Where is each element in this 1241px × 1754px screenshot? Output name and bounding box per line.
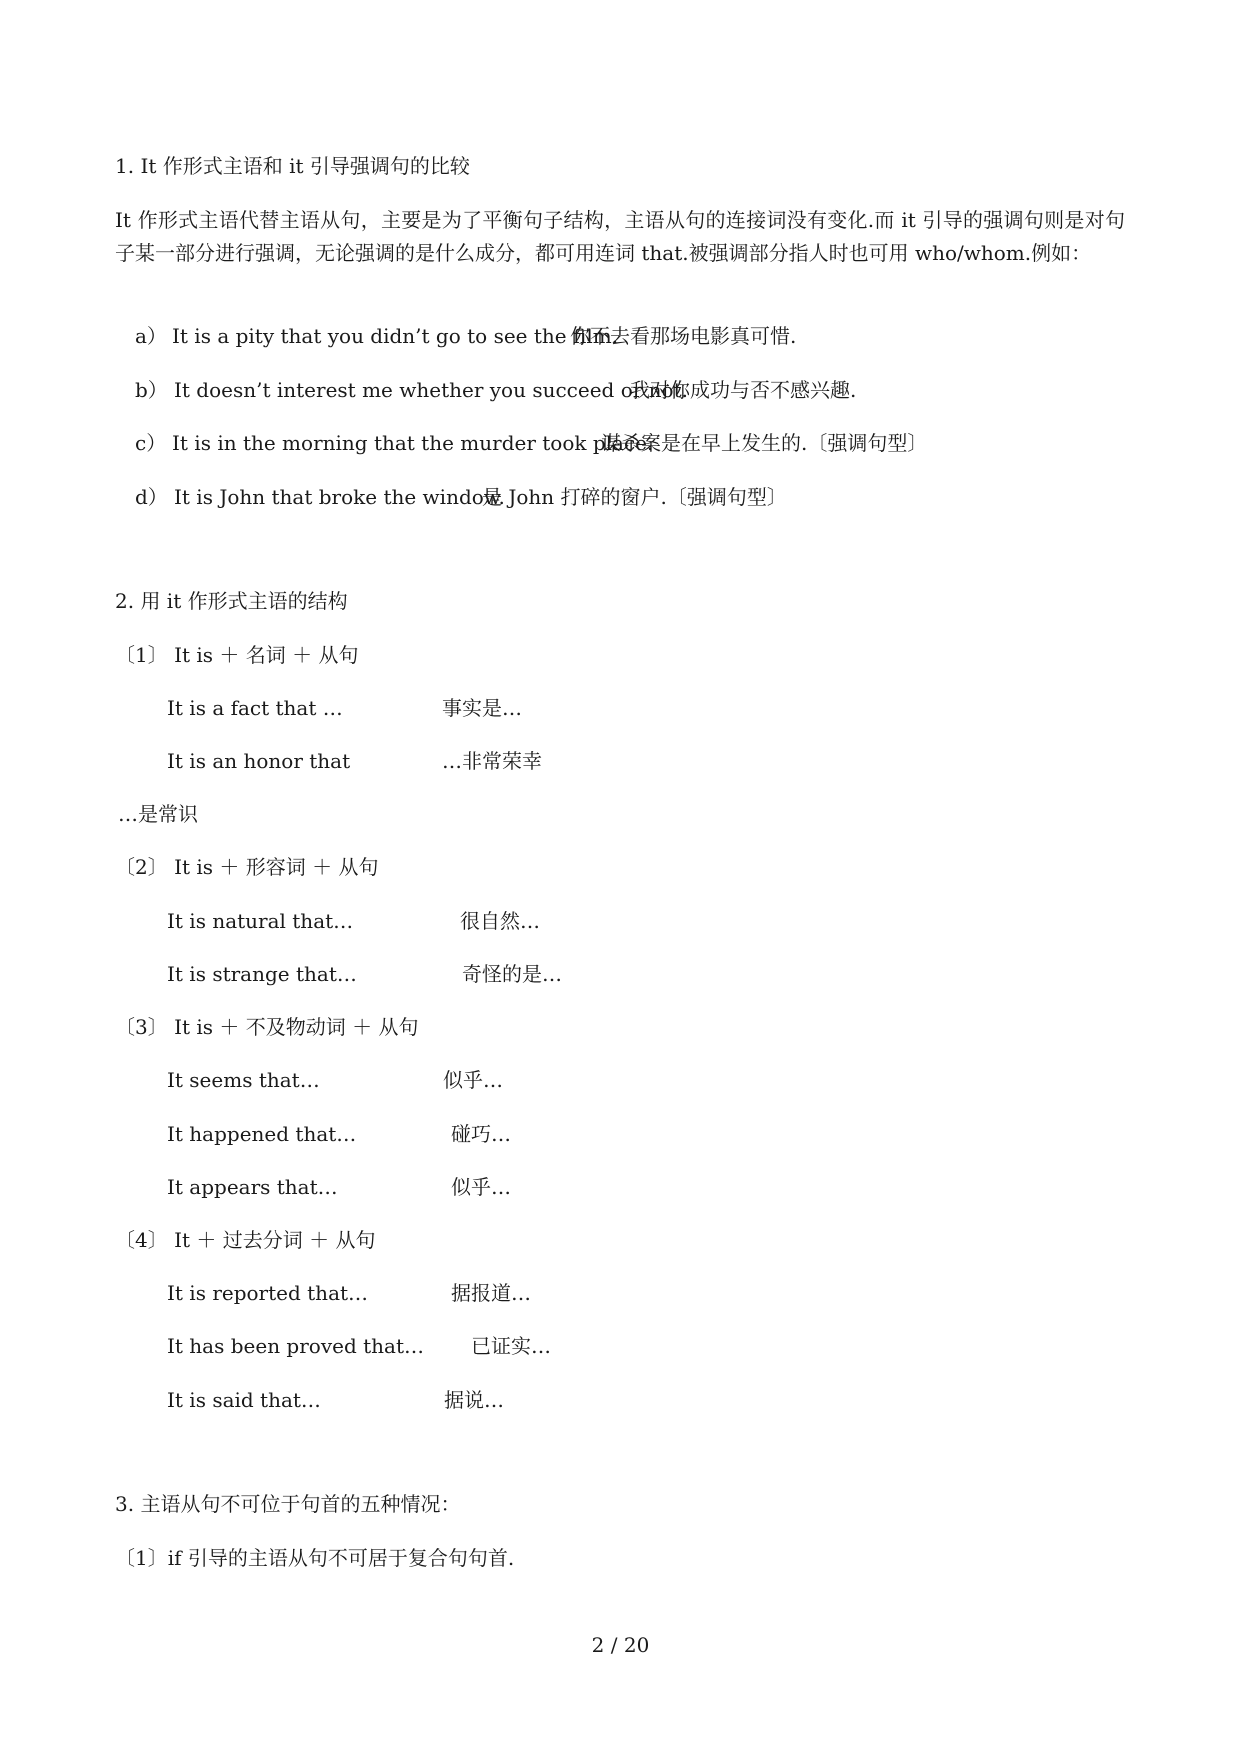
section-1-heading: 1. It 作形式主语和 it 引导强调句的比较 bbox=[115, 154, 470, 178]
example-d-chinese: 是 John 打碎的窗户.〔强调句型〕 bbox=[482, 485, 787, 509]
example-d-label: d） bbox=[135, 485, 168, 509]
group-2-row-1-english: It is natural that… bbox=[167, 909, 354, 933]
group-3-row-3-chinese: 似乎… bbox=[451, 1175, 511, 1199]
group-2-title: 〔2〕 It is ＋ 形容词 ＋ 从句 bbox=[115, 855, 379, 879]
group-1-title: 〔1〕 It is ＋ 名词 ＋ 从句 bbox=[115, 643, 359, 667]
group-2-row-1-chinese: 很自然… bbox=[460, 909, 540, 933]
section-3-item-1: 〔1〕if 引导的主语从句不可居于复合句句首. bbox=[115, 1546, 515, 1570]
group-1-row-1-chinese: 事实是… bbox=[442, 696, 522, 720]
group-3-row-2-chinese: 碰巧… bbox=[451, 1122, 511, 1146]
group-4-row-2-english: It has been proved that… bbox=[167, 1334, 425, 1358]
example-c-label: c） bbox=[135, 431, 167, 455]
group-1-row-2-english: It is an honor that bbox=[167, 749, 351, 773]
group-3-row-3-english: It appears that… bbox=[167, 1175, 338, 1199]
example-d-english: It is John that broke the window. bbox=[174, 485, 505, 509]
section-2-heading: 2. 用 it 作形式主语的结构 bbox=[115, 589, 348, 613]
example-a-label: a） bbox=[135, 324, 167, 348]
group-4-row-2-chinese: 已证实… bbox=[471, 1334, 551, 1358]
section-3-heading: 3. 主语从句不可位于句首的五种情况： bbox=[115, 1492, 461, 1516]
example-b-english: It doesn’t interest me whether you succeed or not. bbox=[174, 378, 688, 402]
group-4-row-3-chinese: 据说… bbox=[444, 1388, 504, 1412]
example-b-label: b） bbox=[135, 378, 168, 402]
group-1-row-1-english: It is a fact that … bbox=[167, 696, 343, 720]
group-1-extra: …是常识 bbox=[118, 802, 198, 826]
group-4-row-3-english: It is said that… bbox=[167, 1388, 321, 1412]
group-3-title: 〔3〕 It is ＋ 不及物动词 ＋ 从句 bbox=[115, 1015, 419, 1039]
group-3-row-1-english: It seems that… bbox=[167, 1068, 320, 1092]
example-a-english: It is a pity that you didn’t go to see the film. bbox=[172, 324, 619, 348]
group-1-row-2-chinese: …非常荣幸 bbox=[442, 749, 542, 773]
group-2-row-2-chinese: 奇怪的是… bbox=[462, 962, 562, 986]
group-4-row-1-english: It is reported that… bbox=[167, 1281, 369, 1305]
page-number: 2 / 20 bbox=[591, 1633, 650, 1657]
group-3-row-1-chinese: 似乎… bbox=[443, 1068, 503, 1092]
example-b-chinese: 我对你成功与否不感兴趣. bbox=[630, 378, 857, 402]
example-c-chinese: 谋杀案是在早上发生的.〔强调句型〕 bbox=[601, 431, 928, 455]
group-4-title: 〔4〕 It ＋ 过去分词 ＋ 从句 bbox=[115, 1228, 376, 1252]
section-1-paragraph: It 作形式主语代替主语从句，主要是为了平衡句子结构，主语从句的连接词没有变化.而 it 引导的强调句则是对句子某一部分进行强调，无论强调的是什么成分，都可用连词 that.被强调部分指人时也可用 who/whom.例如： bbox=[115, 208, 1125, 265]
example-a-chinese: 你不去看那场电影真可惜. bbox=[570, 324, 797, 348]
group-3-row-2-english: It happened that… bbox=[167, 1122, 357, 1146]
group-2-row-2-english: It is strange that… bbox=[167, 962, 357, 986]
group-4-row-1-chinese: 据报道… bbox=[451, 1281, 531, 1305]
example-c-english: It is in the morning that the murder took place. bbox=[172, 431, 654, 455]
